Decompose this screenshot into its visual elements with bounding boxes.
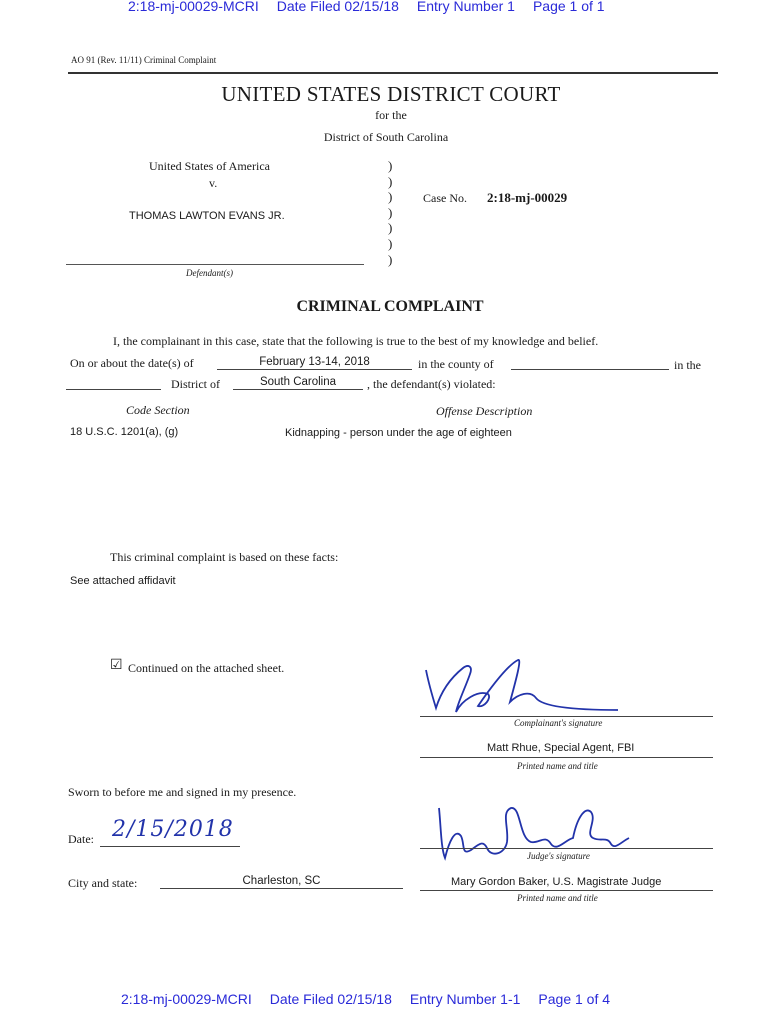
date-value: 2/15/2018	[112, 817, 234, 842]
date-label: Date:	[68, 832, 94, 846]
court-district: District of South Carolina	[323, 130, 449, 144]
judge-printed-caption: Printed name and title	[517, 893, 598, 903]
judge-signature-line	[420, 848, 713, 849]
stamp-page-count: Page 1 of 1	[532, 0, 605, 14]
in-the-label: in the	[674, 358, 701, 372]
judge-printed-name: Mary Gordon Baker, U.S. Magistrate Judge	[451, 876, 662, 888]
defendant-name: THOMAS LAWTON EVANS JR.	[129, 210, 285, 222]
complainant-signature-caption: Complainant's signature	[514, 718, 603, 728]
blank-district-prefix	[66, 375, 161, 390]
district-of-label: District of	[171, 377, 220, 391]
form-id: AO 91 (Rev. 11/11) Criminal Complaint	[71, 55, 217, 65]
county-label: in the county of	[418, 357, 494, 371]
city-state-label: City and state:	[68, 876, 138, 890]
stamp-case-number: 2:18-mj-00029-MCRI	[128, 0, 259, 14]
offense-code: 18 U.S.C. 1201(a), (g)	[70, 426, 179, 438]
continued-label: Continued on the attached sheet.	[128, 661, 285, 675]
stamp-page-count: Page 1 of 4	[538, 991, 611, 1007]
facts-label: This criminal complaint is based on these facts:	[110, 550, 339, 564]
district-field: South Carolina	[233, 375, 363, 390]
county-field	[511, 355, 669, 370]
header-rule	[68, 72, 718, 74]
stamp-case-number: 2:18-mj-00029-MCRI	[121, 991, 252, 1007]
bottom-filing-stamp	[121, 991, 628, 1007]
complainant-printed-name: Matt Rhue, Special Agent, FBI	[487, 742, 635, 754]
facts-text: See attached affidavit	[70, 575, 176, 587]
stamp-date-filed: Date Filed 02/15/18	[269, 991, 392, 1007]
offense-description: Kidnapping - person under the age of eighteen	[285, 427, 512, 439]
judge-printed-line	[420, 890, 713, 891]
stamp-entry-number: Entry Number 1	[416, 0, 515, 14]
case-no-label: Case No.	[423, 191, 467, 205]
code-section-header: Code Section	[126, 403, 190, 417]
complainant-signature-line	[420, 716, 713, 717]
dates-field: February 13-14, 2018	[217, 355, 412, 370]
defendant-line	[66, 264, 364, 265]
city-state-field: Charleston, SC	[160, 874, 403, 889]
judge-signature-caption: Judge's signature	[527, 851, 590, 861]
continued-checkbox: ☑	[110, 658, 123, 673]
plaintiff-name: United States of America	[149, 159, 270, 173]
versus: v.	[209, 176, 218, 190]
caption-brackets: ) ) ) ) ) ) )	[388, 158, 393, 267]
complainant-printed-caption: Printed name and title	[517, 761, 598, 771]
offense-description-header: Offense Description	[436, 404, 533, 418]
complainant-printed-line	[420, 757, 713, 758]
defendant-label: Defendant(s)	[186, 268, 233, 278]
on-or-about-label: On or about the date(s) of	[70, 356, 194, 370]
complainant-signature	[418, 650, 648, 720]
court-for-the: for the	[375, 108, 407, 122]
date-line	[100, 846, 240, 847]
statement-intro: I, the complainant in this case, state that the following is true to the best of my knowledge and belief.	[113, 334, 599, 348]
violated-label: , the defendant(s) violated:	[367, 377, 496, 391]
stamp-entry-number: Entry Number 1-1	[409, 991, 521, 1007]
stamp-date-filed: Date Filed 02/15/18	[276, 0, 399, 14]
top-filing-stamp	[128, 0, 623, 14]
court-name: UNITED STATES DISTRICT COURT	[221, 82, 561, 106]
sworn-statement: Sworn to before me and signed in my presence.	[68, 785, 297, 799]
case-no-value: 2:18-mj-00029	[487, 190, 568, 205]
complaint-title: CRIMINAL COMPLAINT	[296, 298, 484, 315]
